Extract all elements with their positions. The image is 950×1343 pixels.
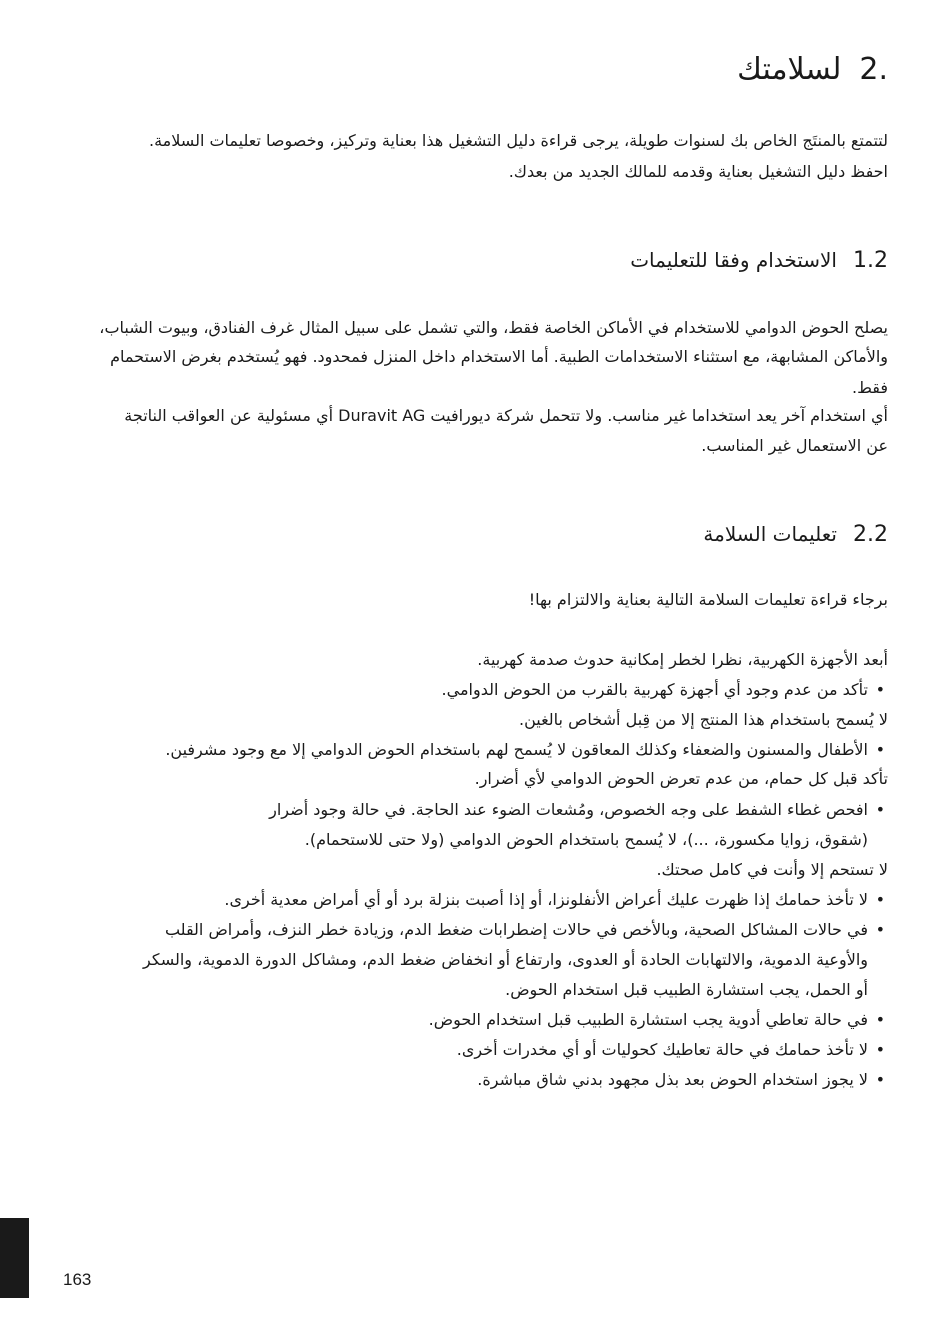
chapter-title-text: لسلامتك [737, 52, 842, 87]
safety-instruction: لا يُسمح باستخدام هذا المنتج إلا من قِبل أشخاص بالغين. [518, 710, 888, 729]
bullet-icon: • [875, 740, 885, 759]
section-heading-intended-use [73, 248, 888, 273]
section-heading-safety [73, 522, 888, 547]
bullet-text: في حالات المشاكل الصحية، وبالأخص في حالات إضطرابات ضغط الدم، وزيادة خطر النزف، وأمراض القلب [164, 920, 868, 939]
safety-bullet [68, 886, 888, 914]
liability-line-2: عن الاستعمال غير المناسب. [701, 436, 888, 455]
bullet-icon: • [875, 920, 885, 939]
bullet-icon: • [875, 890, 885, 909]
safety-bullet-continuation [68, 826, 888, 854]
bullet-text: (شقوق، زوايا مكسورة، ...)، لا يُسمح باستخدام الحوض الدوامي (ولا حتى للاستحمام). [304, 830, 868, 849]
safety-bullet [68, 1006, 888, 1034]
liability-text-a: أي استخدام آخر يعد استخداما غير مناسب. ولا تتحمل شركة ديورافيت [425, 406, 888, 425]
bullet-text: لا تأخذ حمامك في حالة تعاطيك كحوليات أو أي مخدرات أخرى. [456, 1040, 868, 1059]
bullet-text: افحص غطاء الشفط على وجه الخصوص، ومُشعات الضوء عند الحاجة. في حالة وجود أضرار [269, 800, 868, 819]
bullet-icon: • [875, 1040, 885, 1059]
intended-use-line-1: يصلح الحوض الدوامي للاستخدام في الأماكن الخاصة فقط، والتي تشمل على سبيل المثال غرف الفنادق، وبيوت الشباب، [99, 318, 888, 337]
bullet-text: في حالة تعاطي أدوية يجب استشارة الطبيب قبل استخدام الحوض. [428, 1010, 868, 1029]
section-number: 1.2 [853, 248, 888, 273]
bullet-text: والأوعية الدموية، والالتهابات الحادة أو العدوى، وارتفاع أو انخفاض ضغط الدم، ومشاكل الدورة الدموية، والسكر [143, 950, 868, 969]
bullet-text: الأطفال والمسنون والضعفاء وكذلك المعاقون لا يُسمح لهم باستخدام الحوض الدوامي إلا مع وجود مشرفين. [165, 740, 868, 759]
bullet-icon: • [875, 800, 885, 819]
safety-bullet [68, 736, 888, 764]
bullet-text: لا يجوز استخدام الحوض بعد بذل مجهود بدني شاق مباشرة. [477, 1070, 868, 1089]
liability-line-1 [73, 400, 888, 431]
section-number: 2.2 [853, 522, 888, 547]
brand-name: Duravit AG [338, 406, 426, 425]
bullet-text: لا تأخذ حمامك إذا ظهرت عليك أعراض الأنفلونزا، أو إذا أصبت بنزلة برد أو أي أمراض معدية أخرى. [224, 890, 868, 909]
safety-bullet [68, 1066, 888, 1094]
safety-lead: برجاء قراءة تعليمات السلامة التالية بعناية والالتزام بها! [528, 590, 888, 609]
bullet-text: تأكد من عدم وجود أي أجهزة كهربية بالقرب من الحوض الدوامي. [441, 680, 868, 699]
bullet-icon: • [875, 1070, 885, 1089]
intro-line-2: احفظ دليل التشغيل بعناية وقدمه للمالك الجديد من بعدك. [508, 162, 888, 181]
section-title-text: الاستخدام وفقا للتعليمات [630, 248, 837, 272]
safety-bullet [68, 916, 888, 944]
page-number: 163 [63, 1270, 92, 1289]
bullet-text: أو الحمل، يجب استشارة الطبيب قبل استخدام الحوض. [505, 980, 868, 999]
safety-instruction: تأكد قبل كل حمام، من عدم تعرض الحوض الدوامي لأي أضرار. [474, 769, 888, 788]
chapter-title [68, 52, 888, 87]
intro-line-1: لتتمتع بالمنتَج الخاص بك لسنوات طويلة، يرجى قراءة دليل التشغيل هذا بعناية وتركيز، وخصوصا تعليمات السلامة. [149, 131, 888, 150]
bullet-icon: • [875, 1010, 885, 1029]
liability-text-b: أي مسئولية عن العواقب الناتجة [124, 406, 339, 425]
safety-bullet [68, 676, 888, 704]
section-title-text: تعليمات السلامة [703, 522, 837, 546]
safety-instruction: لا تستحم إلا وأنت في كامل صحتك. [656, 860, 888, 879]
safety-instruction: أبعد الأجهزة الكهربية، نظرا لخطر إمكانية حدوث صدمة كهربية. [477, 650, 888, 669]
safety-bullet-continuation [68, 976, 888, 1004]
chapter-number: 2. [859, 52, 888, 87]
safety-bullet [68, 1036, 888, 1064]
safety-bullet [68, 796, 888, 824]
chapter-side-tab [0, 1218, 29, 1298]
safety-bullet-continuation [68, 946, 888, 974]
bullet-icon: • [875, 680, 885, 699]
intended-use-line-2: والأماكن المشابهة، مع استثناء الاستخدامات الطبية. أما الاستخدام داخل المنزل فمحدود. فهو يُستخدم بغرض الاستحمام فقط. [110, 347, 888, 397]
